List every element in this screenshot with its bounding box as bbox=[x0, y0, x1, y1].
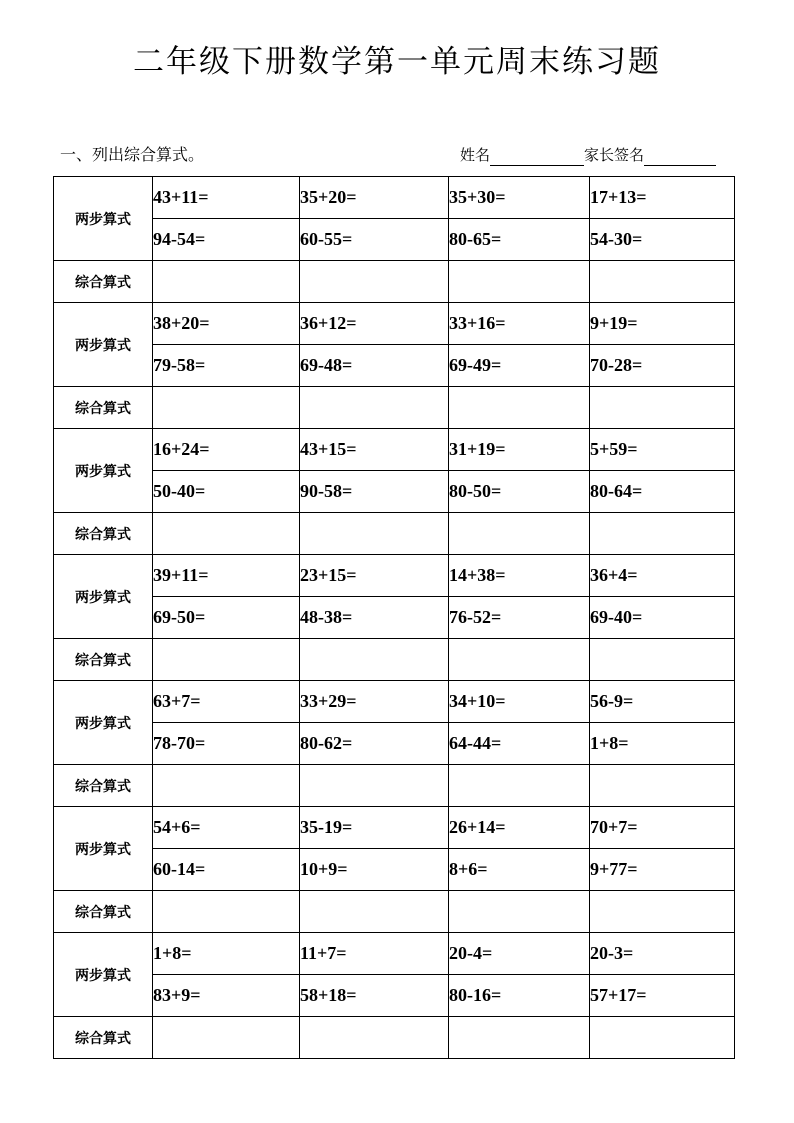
expression-cell: 33+16= bbox=[449, 303, 590, 345]
expression-cell: 9+77= bbox=[590, 849, 735, 891]
expression-cell: 35-19= bbox=[300, 807, 449, 849]
expression-cell: 80-64= bbox=[590, 471, 735, 513]
expression-cell: 60-14= bbox=[153, 849, 300, 891]
parent-signature-blank[interactable] bbox=[644, 147, 716, 166]
expression-cell: 10+9= bbox=[300, 849, 449, 891]
combined-label: 综合算式 bbox=[54, 513, 153, 555]
section-heading: 一、列出综合算式。 bbox=[60, 145, 205, 164]
combined-label: 综合算式 bbox=[54, 765, 153, 807]
expression-cell: 83+9= bbox=[153, 975, 300, 1017]
expression-cell: 63+7= bbox=[153, 681, 300, 723]
expression-cell: 78-70= bbox=[153, 723, 300, 765]
signature-area bbox=[460, 144, 716, 166]
name-blank[interactable] bbox=[490, 147, 584, 166]
combined-row bbox=[54, 639, 735, 681]
answer-cell[interactable] bbox=[590, 1017, 735, 1059]
expression-cell: 11+7= bbox=[300, 933, 449, 975]
combined-row bbox=[54, 387, 735, 429]
answer-cell[interactable] bbox=[153, 1017, 300, 1059]
two-step-label: 两步算式 bbox=[54, 933, 153, 1017]
expression-cell: 16+24= bbox=[153, 429, 300, 471]
combined-label: 综合算式 bbox=[54, 639, 153, 681]
expression-cell: 35+30= bbox=[449, 177, 590, 219]
combined-row bbox=[54, 765, 735, 807]
answer-cell[interactable] bbox=[300, 1017, 449, 1059]
two-step-label: 两步算式 bbox=[54, 303, 153, 387]
answer-cell[interactable] bbox=[590, 387, 735, 429]
answer-cell[interactable] bbox=[449, 261, 590, 303]
expression-cell: 5+59= bbox=[590, 429, 735, 471]
answer-cell[interactable] bbox=[590, 639, 735, 681]
two-step-row bbox=[54, 597, 735, 639]
expression-cell: 80-65= bbox=[449, 219, 590, 261]
answer-cell[interactable] bbox=[300, 513, 449, 555]
combined-label: 综合算式 bbox=[54, 261, 153, 303]
expression-cell: 1+8= bbox=[153, 933, 300, 975]
answer-cell[interactable] bbox=[300, 765, 449, 807]
two-step-row bbox=[54, 429, 735, 471]
expression-cell: 80-16= bbox=[449, 975, 590, 1017]
answer-cell[interactable] bbox=[449, 513, 590, 555]
expression-cell: 33+29= bbox=[300, 681, 449, 723]
answer-cell[interactable] bbox=[590, 891, 735, 933]
expression-cell: 36+4= bbox=[590, 555, 735, 597]
expression-cell: 80-62= bbox=[300, 723, 449, 765]
exercise-table bbox=[53, 176, 735, 1059]
answer-cell[interactable] bbox=[153, 261, 300, 303]
two-step-row bbox=[54, 177, 735, 219]
page-title: 二年级下册数学第一单元周末练习题 bbox=[133, 44, 661, 80]
expression-cell: 64-44= bbox=[449, 723, 590, 765]
two-step-row bbox=[54, 681, 735, 723]
combined-row bbox=[54, 891, 735, 933]
answer-cell[interactable] bbox=[449, 891, 590, 933]
two-step-row bbox=[54, 345, 735, 387]
answer-cell[interactable] bbox=[153, 513, 300, 555]
answer-cell[interactable] bbox=[590, 261, 735, 303]
expression-cell: 8+6= bbox=[449, 849, 590, 891]
two-step-row bbox=[54, 933, 735, 975]
expression-cell: 20-3= bbox=[590, 933, 735, 975]
two-step-label: 两步算式 bbox=[54, 555, 153, 639]
two-step-row bbox=[54, 303, 735, 345]
exercise-table-body bbox=[54, 177, 735, 1059]
expression-cell: 70+7= bbox=[590, 807, 735, 849]
two-step-label: 两步算式 bbox=[54, 807, 153, 891]
expression-cell: 76-52= bbox=[449, 597, 590, 639]
expression-cell: 90-58= bbox=[300, 471, 449, 513]
expression-cell: 80-50= bbox=[449, 471, 590, 513]
expression-cell: 26+14= bbox=[449, 807, 590, 849]
two-step-row bbox=[54, 555, 735, 597]
expression-cell: 39+11= bbox=[153, 555, 300, 597]
expression-cell: 43+11= bbox=[153, 177, 300, 219]
two-step-row bbox=[54, 975, 735, 1017]
parent-signature-label: 家长签名 bbox=[584, 146, 645, 164]
expression-cell: 35+20= bbox=[300, 177, 449, 219]
answer-cell[interactable] bbox=[590, 765, 735, 807]
expression-cell: 43+15= bbox=[300, 429, 449, 471]
answer-cell[interactable] bbox=[449, 387, 590, 429]
expression-cell: 31+19= bbox=[449, 429, 590, 471]
two-step-label: 两步算式 bbox=[54, 177, 153, 261]
answer-cell[interactable] bbox=[153, 639, 300, 681]
expression-cell: 48-38= bbox=[300, 597, 449, 639]
expression-cell: 20-4= bbox=[449, 933, 590, 975]
expression-cell: 23+15= bbox=[300, 555, 449, 597]
two-step-row bbox=[54, 723, 735, 765]
expression-cell: 79-58= bbox=[153, 345, 300, 387]
combined-label: 综合算式 bbox=[54, 387, 153, 429]
combined-row bbox=[54, 1017, 735, 1059]
answer-cell[interactable] bbox=[300, 639, 449, 681]
expression-cell: 94-54= bbox=[153, 219, 300, 261]
expression-cell: 34+10= bbox=[449, 681, 590, 723]
combined-row bbox=[54, 261, 735, 303]
two-step-row bbox=[54, 849, 735, 891]
combined-row bbox=[54, 513, 735, 555]
expression-cell: 69-49= bbox=[449, 345, 590, 387]
two-step-row bbox=[54, 807, 735, 849]
expression-cell: 36+12= bbox=[300, 303, 449, 345]
two-step-label: 两步算式 bbox=[54, 681, 153, 765]
answer-cell[interactable] bbox=[590, 513, 735, 555]
expression-cell: 60-55= bbox=[300, 219, 449, 261]
expression-cell: 54+6= bbox=[153, 807, 300, 849]
expression-cell: 69-50= bbox=[153, 597, 300, 639]
answer-cell[interactable] bbox=[153, 891, 300, 933]
answer-cell[interactable] bbox=[300, 261, 449, 303]
answer-cell[interactable] bbox=[449, 639, 590, 681]
expression-cell: 14+38= bbox=[449, 555, 590, 597]
two-step-label: 两步算式 bbox=[54, 429, 153, 513]
expression-cell: 57+17= bbox=[590, 975, 735, 1017]
two-step-row bbox=[54, 471, 735, 513]
answer-cell[interactable] bbox=[300, 387, 449, 429]
two-step-row bbox=[54, 219, 735, 261]
answer-cell[interactable] bbox=[449, 765, 590, 807]
combined-label: 综合算式 bbox=[54, 891, 153, 933]
answer-cell[interactable] bbox=[153, 387, 300, 429]
answer-cell[interactable] bbox=[153, 765, 300, 807]
answer-cell[interactable] bbox=[449, 1017, 590, 1059]
expression-cell: 69-40= bbox=[590, 597, 735, 639]
expression-cell: 54-30= bbox=[590, 219, 735, 261]
expression-cell: 38+20= bbox=[153, 303, 300, 345]
combined-label: 综合算式 bbox=[54, 1017, 153, 1059]
expression-cell: 69-48= bbox=[300, 345, 449, 387]
expression-cell: 17+13= bbox=[590, 177, 735, 219]
expression-cell: 50-40= bbox=[153, 471, 300, 513]
expression-cell: 58+18= bbox=[300, 975, 449, 1017]
expression-cell: 1+8= bbox=[590, 723, 735, 765]
expression-cell: 56-9= bbox=[590, 681, 735, 723]
answer-cell[interactable] bbox=[300, 891, 449, 933]
expression-cell: 9+19= bbox=[590, 303, 735, 345]
expression-cell: 70-28= bbox=[590, 345, 735, 387]
name-label: 姓名 bbox=[460, 146, 491, 164]
